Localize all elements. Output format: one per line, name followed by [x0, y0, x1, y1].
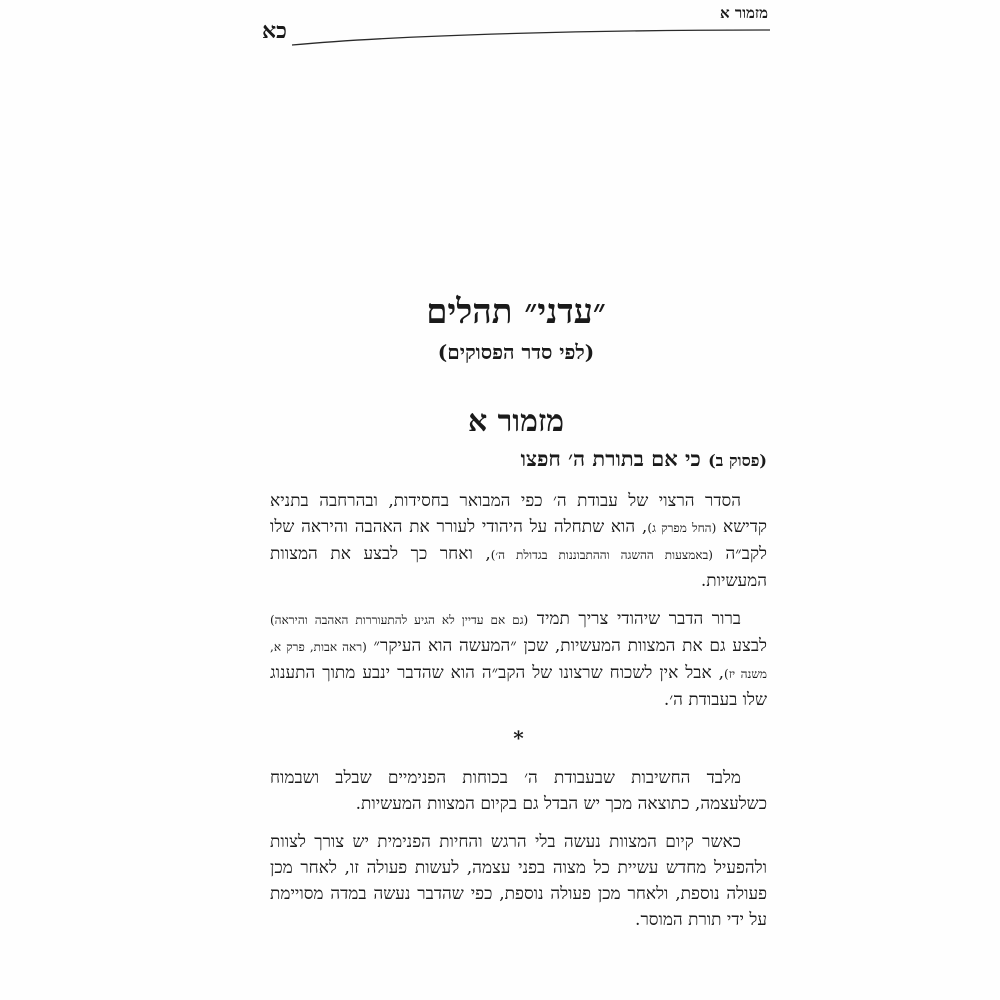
- p1-text-e: , ואחר כך לבצע את המצוות המעשיות.: [270, 544, 767, 591]
- paragraph-1: [270, 488, 767, 594]
- chapter-title: מזמור א: [467, 404, 565, 439]
- verse-heading: [270, 444, 767, 476]
- body-text: [270, 444, 767, 945]
- p1-text-c: , הוא שתחלה על היהודי לעורר את האהבה והיראה שלו לקב״ה: [270, 517, 767, 564]
- section-separator: *: [513, 726, 524, 750]
- verse-reference: (פסוק ב): [708, 451, 767, 470]
- p1-note-b: (החל מפרק ג): [647, 521, 717, 535]
- page-number: כא: [262, 18, 287, 44]
- main-title: ״עדני״ תהלים: [426, 292, 606, 332]
- header-rule: [262, 20, 770, 50]
- p1-note-d: (באמצעות ההשגה וההתבוננות בגדולת ה׳): [490, 548, 713, 562]
- main-subtitle: (לפי סדר הפסוקים): [437, 340, 595, 364]
- p2-text-e: , אבל אין לשכוח שרצונו של הקב״ה הוא שהדבר ינבע מתוך התענוג שלו בעבודת ה׳.: [270, 663, 767, 710]
- title-block: [262, 290, 770, 366]
- paragraph-2: [270, 606, 767, 713]
- p2-note-d: (ראה אבות, פרק א, משנה יז): [270, 640, 767, 681]
- p2-note-b: (גם אם עדיין לא הגיע להתעוררות האהבה והיראה): [270, 613, 529, 627]
- paragraph-4: כאשר קיום המצוות נעשה בלי הרגש והחיות הפנימית יש צורך לצוות ולהפעיל מחדש עשיית כל מצוה בפני עצמה, לעשות פעולה זו, לאחר מכן פעולה נוספת, ולאחר מכן פעולה נוספת, כפי שהדבר נעשה במדה מסויימת על ידי תורת המוסר.: [270, 832, 767, 930]
- running-title: מזמור א: [719, 4, 768, 22]
- p2-text-a: ברור הדבר שיהודי צריך תמיד: [536, 609, 741, 629]
- paragraph-3: מלבד החשיבות שבעבודת ה׳ בכוחות הפנימיים שבלב ושבמוח כשלעצמה, כתוצאה מכך יש הבדל גם בקיום המצוות המעשיות.: [270, 768, 767, 814]
- p2-text-c: לבצע גם את המצוות המעשיות, שכן ״המעשה הוא העיקר״: [373, 636, 767, 656]
- verse-text: כי אם בתורת ה׳ חפצו: [520, 446, 701, 471]
- p1-text-a: הסדר הרצוי של עבודת ה׳ כפי המבואר בחסידות, ובהרחבה בתניא קדישא: [270, 491, 768, 537]
